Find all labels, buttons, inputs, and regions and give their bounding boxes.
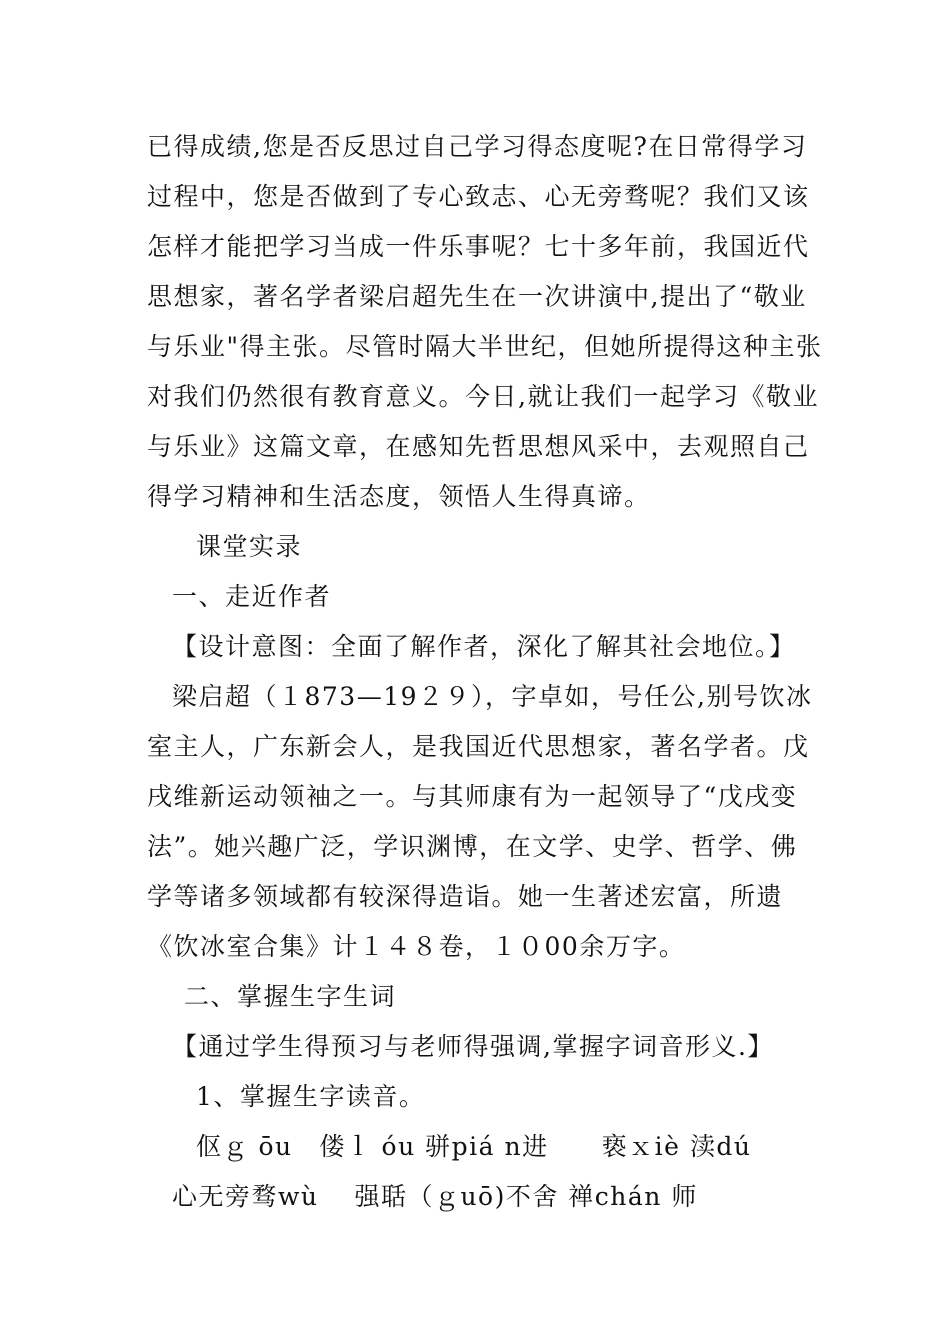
text-line-6: 对我们仍然很有教育意义。今日,就让我们一起学习《敬业 xyxy=(147,382,819,411)
section-heading-classroom: 课堂实录 xyxy=(196,532,303,561)
text-line-14: 戌维新运动领袖之一。与其师康有为一起领导了“戊戌变 xyxy=(147,782,798,811)
text-line-5: 与乐业"得主张。尽管时隔大半世纪，但她所提得这种主张 xyxy=(147,332,823,361)
text-line-12: 梁启超（１873—19２９），字卓如，号任公,别号饮冰 xyxy=(172,682,813,711)
text-line-13: 室主人，广东新会人，是我国近代思想家，著名学者。戊 xyxy=(147,732,810,761)
text-line-8: 得学习精神和生活态度，领悟人生得真谛。 xyxy=(147,482,651,511)
subheading-pronunciation: 1、掌握生字读音。 xyxy=(196,1082,426,1111)
text-line-17: 《饮冰室合集》计１４８卷，１０00余万字。 xyxy=(147,932,686,961)
text-line-4: 思想家，著名学者梁启超先生在一次讲演中,提出了“敬业 xyxy=(147,282,807,311)
text-line-2: 过程中，您是否做到了专心致志、心无旁骛呢？我们又该 xyxy=(147,182,810,211)
section-heading-author: 一、走近作者 xyxy=(172,582,332,611)
section-heading-vocabulary: 二、掌握生字生词 xyxy=(184,982,397,1011)
text-line-15: 法”。她兴趣广泛，学识渊博，在文学、史学、哲学、佛 xyxy=(147,832,798,861)
design-intent-note-2: 【通过学生得预习与老师得强调,掌握字词音形义.】 xyxy=(172,1032,774,1061)
design-intent-note-1: 【设计意图：全面了解作者，深化了解其社会地位。】 xyxy=(172,632,796,661)
text-line-3: 怎样才能把学习当成一件乐事呢？七十多年前，我国近代 xyxy=(147,232,810,261)
pinyin-line-1: 伛ｇ ōu 偻ｌ óu 骈piá n进 亵ｘiè 渎dú xyxy=(196,1132,752,1161)
text-line-1: 已得成绩,您是否反思过自己学习得态度呢?在日常得学习 xyxy=(147,132,808,161)
text-line-16: 学等诸多领域都有较深得造诣。她一生著述宏富，所遗 xyxy=(147,882,784,911)
pinyin-line-2: 心无旁骛wù 强聒（ｇuō)不舍 禅chán 师 xyxy=(172,1182,698,1211)
text-line-7: 与乐业》这篇文章，在感知先哲思想风采中，去观照自己 xyxy=(147,432,810,461)
